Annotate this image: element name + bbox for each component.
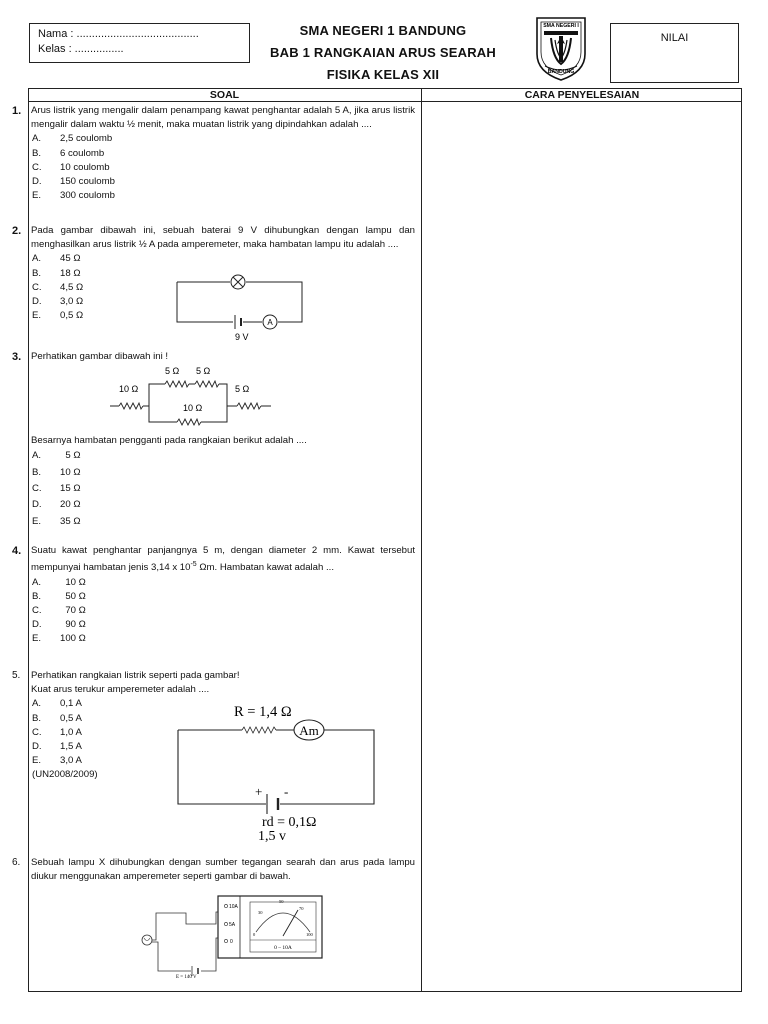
logo-top-text: SMA NEGERI I xyxy=(543,23,579,29)
subject-title: FISIKA KELAS XII xyxy=(326,67,440,82)
question-3-options xyxy=(31,434,415,530)
question-number: 5. xyxy=(12,670,21,681)
resistance-label: R = 1,4 Ω xyxy=(234,704,292,720)
ammeter-icon xyxy=(263,315,277,329)
svg-text:A: A xyxy=(267,318,273,327)
school-name: SMA NEGERI 1 BANDUNG xyxy=(299,23,467,38)
option-e[interactable]: E. 0,5 Ω xyxy=(32,310,84,322)
resistor-5-a xyxy=(165,381,189,387)
option-e[interactable]: E. 3,0 A xyxy=(32,755,82,767)
nilai-label: NILAI xyxy=(660,32,689,44)
option-c[interactable]: C. 1,0 A xyxy=(32,726,82,738)
option-e[interactable]: E. 35 Ω xyxy=(32,515,81,527)
school-logo xyxy=(531,14,591,82)
question-text: Sebuah lampu X dihubungkan dengan sumber tegangan searah dan arus pada lampu diukur menggunakan amperemeter seperti gambar di bawah. xyxy=(31,857,415,883)
option-b[interactable]: B. 50 Ω xyxy=(32,590,86,602)
circuit-diagram-q3 xyxy=(105,362,275,430)
col-soal-header: SOAL xyxy=(209,89,240,101)
battery-icon xyxy=(267,794,278,814)
option-a[interactable]: A. 2,5 coulomb xyxy=(32,133,113,145)
source-note: (UN2008/2009) xyxy=(32,769,98,781)
resistor-icon xyxy=(242,727,276,733)
option-a[interactable]: A. 0,1 A xyxy=(32,698,82,710)
scale-50: 50 xyxy=(279,899,284,904)
table-header-divider xyxy=(28,101,742,102)
question-text: Besarnya hambatan pengganti pada rangkaian berikut adalah .... xyxy=(31,435,307,446)
kelas-field[interactable]: Kelas : ................ xyxy=(38,43,124,55)
scale-100: 100 xyxy=(306,932,313,937)
battery-icon xyxy=(235,315,241,329)
r2-label: 5 Ω xyxy=(196,366,211,376)
option-d[interactable]: D. 150 coulomb xyxy=(32,176,115,188)
ammeter-icon xyxy=(294,720,324,740)
option-d[interactable]: D. 90 Ω xyxy=(32,619,86,631)
question-number: 6. xyxy=(12,857,21,868)
circuit-diagram-q6 xyxy=(136,888,328,980)
nama-field[interactable]: Nama : ........................................ xyxy=(38,28,199,40)
r-mid-label: 10 Ω xyxy=(183,403,203,413)
chapter-title: BAB 1 RANGKAIAN ARUS SEARAH xyxy=(270,45,496,60)
option-a[interactable]: A. 10 Ω xyxy=(32,576,86,588)
option-c[interactable]: C. 70 Ω xyxy=(32,605,86,616)
option-b[interactable]: B. 10 Ω xyxy=(32,466,81,478)
minus-sign: - xyxy=(284,784,289,799)
resistor-5-b xyxy=(195,381,219,387)
option-b[interactable]: B. 18 Ω xyxy=(32,267,81,279)
svg-text:Am: Am xyxy=(299,723,319,738)
col-cara-header: CARA PENYELESAIAN xyxy=(524,89,640,101)
scale-70: 70 xyxy=(299,906,304,911)
option-d[interactable]: D. 3,0 Ω xyxy=(32,296,84,308)
question-text-2: Kuat arus terukur amperemeter adalah .... xyxy=(31,684,210,696)
question-text: Perhatikan rangkaian listrik seperti pada gambar! xyxy=(31,670,240,681)
question-text: Suatu kawat penghantar panjangnya 5 m, dengan diameter 2 mm. Kawat tersebut mempunyai hambatan jenis 3,14 x $10^{-5}$ Ωm. Hambatan kawat adalah ... xyxy=(31,545,415,574)
question-number: 1. xyxy=(12,105,22,117)
r-right-label: 5 Ω xyxy=(235,384,250,394)
option-d[interactable]: D. 1,5 A xyxy=(32,741,82,753)
scale-30: 30 xyxy=(258,910,263,915)
logo-bottom-text: BANDUNG xyxy=(547,69,575,75)
circuit-diagram-q5 xyxy=(172,698,382,843)
column-divider xyxy=(421,88,422,992)
option-c[interactable]: C. 4,5 Ω xyxy=(32,281,84,293)
option-e[interactable]: E. 100 Ω xyxy=(32,633,86,645)
battery-label: 9 V xyxy=(235,332,249,342)
option-b[interactable]: B. 6 coulomb xyxy=(32,147,105,159)
question-text: Perhatikan gambar dibawah ini ! xyxy=(31,351,169,362)
plus-sign: + xyxy=(255,784,263,799)
emf-label: 1,5 v xyxy=(258,829,286,843)
option-c[interactable]: C. 10 coulomb xyxy=(32,161,110,173)
r1-label: 5 Ω xyxy=(165,366,180,376)
range-label: 0 – 10A xyxy=(274,945,292,951)
resistor-10-left xyxy=(119,403,143,409)
option-d[interactable]: D. 20 Ω xyxy=(32,499,81,511)
question-6 xyxy=(12,856,415,884)
question-text: Pada gambar dibawah ini, sebuah baterai 9 V dihubungkan dengan lampu dan menghasilkan arus listrik ½ A pada amperemeter, maka hambatan lampu itu adalah .... xyxy=(31,225,415,251)
lamp-icon xyxy=(142,935,152,945)
question-number: 4. xyxy=(12,545,22,557)
option-a[interactable]: A. 5 Ω xyxy=(32,450,81,462)
terminal-10a-label: 10A xyxy=(229,904,238,910)
source-label: E = 140 V xyxy=(176,975,197,980)
question-text: Arus listrik yang mengalir dalam penampang kawat penghantar adalah 5 A, jika arus listrik mengalir dalam waktu ½ menit, maka muatan listrik yang dipindahkan adalah .... xyxy=(31,105,415,131)
circuit-diagram-q2 xyxy=(170,270,310,344)
terminal-5a-label: 5A xyxy=(229,922,236,928)
resistor-10-mid xyxy=(177,419,201,425)
option-b[interactable]: B. 0,5 A xyxy=(32,712,82,724)
question-4 xyxy=(12,544,415,647)
option-a[interactable]: A. 45 Ω xyxy=(32,253,81,265)
option-e[interactable]: E. 300 coulomb xyxy=(32,190,115,202)
question-number: 2. xyxy=(12,225,22,237)
internal-resistance-label: rd = 0,1Ω xyxy=(262,815,317,830)
r-left-label: 10 Ω xyxy=(119,384,139,394)
question-number: 3. xyxy=(12,351,22,363)
resistor-5-right xyxy=(237,403,261,409)
terminal-0-label: 0 xyxy=(230,939,233,945)
scale-0: 0 xyxy=(253,932,256,937)
option-c[interactable]: C. 15 Ω xyxy=(32,483,81,495)
lamp-icon xyxy=(231,275,245,289)
question-1 xyxy=(12,104,415,203)
